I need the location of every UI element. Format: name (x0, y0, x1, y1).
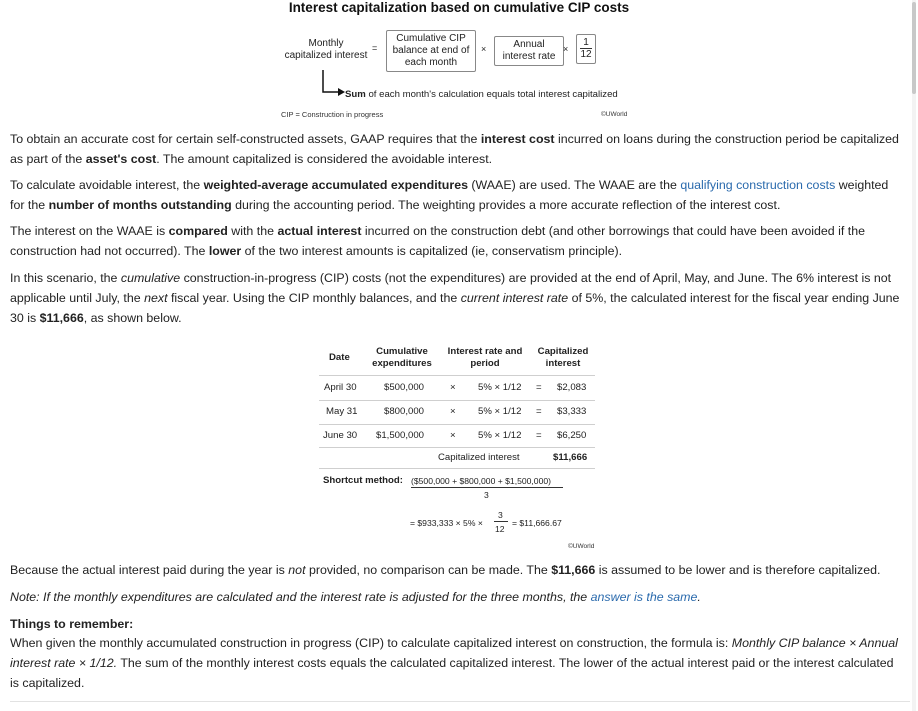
row-rate: 5% × 1/12 (478, 382, 522, 393)
row-result: $2,083 (557, 382, 587, 393)
line2-numerator: 3 (498, 510, 503, 520)
header-cumulative-line1: Cumulative (376, 346, 428, 357)
row-amount: $800,000 (384, 406, 425, 417)
header-date: Date (329, 352, 350, 363)
formula-lhs-line1: Monthly (308, 38, 344, 49)
box-cip-line2: balance at end of (392, 45, 470, 56)
sum-caption-bold: Sum (345, 89, 366, 100)
row-rate: 5% × 1/12 (478, 406, 522, 417)
p2-text4: during the accounting period. The weighting provides a more accurate reflection of the interest cost. (231, 198, 781, 212)
box-cip-line3: each month (404, 57, 458, 68)
p3-text3: incurred on the construction debt (and other borrowings that could have been avoided if the construction had not occurred). The (10, 224, 865, 258)
header-cumulative (370, 346, 434, 370)
things-body (10, 633, 905, 693)
p2-bold2: number of months outstanding (48, 198, 232, 212)
paragraph-waae (10, 175, 905, 215)
p3-text4: of the two interest amounts is capitalized (ie, conservatism principle). (241, 244, 623, 258)
total-divider (319, 468, 595, 469)
figure-title: Interest capitalization based on cumulative CIP costs (288, 0, 630, 15)
shortcut-line2-left: = $933,333 × 5% × (410, 518, 483, 528)
p4-text5: , as shown below. (83, 311, 182, 325)
header-rate (444, 346, 526, 370)
shortcut-numerator: ($500,000 + $800,000 + $1,500,000) (411, 476, 552, 486)
p2-text3: weighted for the (10, 178, 889, 212)
cip-footnote: CIP = Construction in progress (281, 110, 384, 119)
sum-arrow-icon (318, 70, 348, 98)
shortcut-denominator: 3 (484, 490, 489, 500)
paragraph-conclusion (10, 560, 905, 580)
sum-caption (345, 89, 618, 100)
row-amount: $500,000 (384, 382, 425, 393)
paragraph-scenario (10, 268, 905, 328)
p3-text1: The interest on the WAAE is (10, 224, 169, 238)
things-text2: The sum of the monthly interest costs equals the calculated capitalized interest. The lower of the actual interest paid or the interest calculated is capitalized. (10, 656, 894, 690)
row-times: × (450, 382, 456, 393)
p3-bold3: lower (208, 244, 242, 258)
formula-box-rate (494, 36, 564, 66)
row-equals: = (536, 382, 542, 393)
p4-text1: In this scenario, the (10, 271, 121, 285)
formula-box-cip (386, 30, 476, 72)
row-result: $6,250 (557, 430, 587, 441)
total-value: $11,666 (553, 452, 588, 463)
p4-text3: fiscal year. Using the CIP monthly balances, and the (167, 291, 461, 305)
shortcut-fraction-bar (411, 487, 563, 488)
p3-text2: with the (227, 224, 278, 238)
p6-text2: . (697, 590, 701, 604)
row-amount: $1,500,000 (376, 430, 425, 441)
p1-bold2: asset's cost (85, 152, 157, 166)
scrollbar-thumb[interactable] (912, 2, 916, 94)
formula-times-2: × (563, 44, 569, 54)
box-rate-line2: interest rate (502, 51, 556, 62)
p4-italic3: current interest rate (460, 291, 569, 305)
things-heading: Things to remember: (10, 617, 134, 631)
p4-italic1: cumulative (120, 271, 181, 285)
row-date: May 31 (326, 406, 358, 417)
row-equals: = (536, 406, 542, 417)
p3-bold2: actual interest (277, 224, 362, 238)
p4-bold1: $11,666 (39, 311, 84, 325)
qualifying-costs-link[interactable]: qualifying construction costs (680, 178, 836, 192)
paragraph-interest-cost (10, 129, 905, 169)
header-divider (319, 375, 595, 376)
p1-text3: . The amount capitalized is considered the avoidable interest. (156, 152, 493, 166)
p2-bold1: weighted-average accumulated expenditures (203, 178, 468, 192)
uworld-brand-2: ©UWorld (568, 543, 595, 550)
box-rate-line1: Annual (513, 39, 545, 50)
row-divider (319, 447, 595, 448)
shortcut-line2-right: = $11,666.67 (512, 518, 562, 528)
scrollbar-track[interactable] (912, 0, 916, 711)
uworld-brand-1: ©UWorld (601, 111, 628, 118)
row-equals: = (536, 430, 542, 441)
p2-text2: (WAAE) are used. The WAAE are the (467, 178, 681, 192)
formula-box-fraction (576, 34, 596, 64)
p1-bold1: interest cost (480, 132, 555, 146)
row-times: × (450, 406, 456, 417)
p5-bold1: $11,666 (551, 563, 596, 577)
header-cap-line2: interest (545, 358, 581, 369)
formula-equals: = (372, 43, 378, 53)
row-result: $3,333 (557, 406, 587, 417)
sum-caption-rest: of each month's calculation equals total interest capitalized (365, 89, 618, 100)
fraction-numerator: 1 (580, 37, 591, 49)
p5-text3: is assumed to be lower and is therefore capitalized. (595, 563, 881, 577)
row-rate: 5% × 1/12 (478, 430, 522, 441)
formula-times-1: × (481, 44, 487, 54)
box-cip-line1: Cumulative CIP (396, 33, 466, 44)
answer-same-link[interactable]: answer is the same (590, 590, 698, 604)
p3-bold1: compared (168, 224, 228, 238)
line2-fraction-bar (494, 521, 508, 522)
p4-text4: of 5%, the calculated interest for the fiscal year ending June 30 is (10, 291, 900, 325)
header-cumulative-line2: expenditures (372, 358, 432, 369)
formula-lhs (280, 38, 372, 62)
header-capitalized (533, 346, 593, 370)
p5-text1: Because the actual interest paid during the year is (10, 563, 289, 577)
row-date: April 30 (324, 382, 357, 393)
things-text1: When given the monthly accumulated construction in progress (CIP) to calculate capitalized interest on construction, the formula is: (10, 636, 732, 650)
row-divider (319, 424, 595, 425)
fraction-denominator: 12 (580, 49, 592, 60)
p6-text1: Note: If the monthly expenditures are calculated and the interest rate is adjusted for the three months, the (10, 590, 591, 604)
p1-text1: To obtain an accurate cost for certain self-constructed assets, GAAP requires that the (10, 132, 481, 146)
header-rate-line1: Interest rate and (447, 346, 523, 357)
total-label: Capitalized interest (438, 452, 520, 463)
bottom-divider (10, 701, 910, 702)
header-cap-line1: Capitalized (537, 346, 589, 357)
shortcut-label: Shortcut method: (323, 475, 403, 486)
formula-fraction (580, 37, 591, 60)
formula-lhs-line2: capitalized interest (284, 50, 368, 61)
p4-italic2: next (144, 291, 168, 305)
row-times: × (450, 430, 456, 441)
p4-text2: construction-in-progress (CIP) costs (not the expenditures) are provided at the end of April, May, and June. The 6% interest is not applicable until July, the (10, 271, 892, 305)
row-divider (319, 400, 595, 401)
p2-text1: To calculate avoidable interest, the (10, 178, 204, 192)
p5-text2: provided, no comparison can be made. The (305, 563, 552, 577)
header-rate-line2: period (470, 358, 500, 369)
line2-denominator: 12 (495, 524, 505, 534)
p1-text2: incurred on loans during the construction period be capitalized as part of the (10, 132, 899, 166)
paragraph-note (10, 587, 905, 607)
row-date: June 30 (323, 430, 358, 441)
p5-italic1: not (288, 563, 306, 577)
paragraph-compare (10, 221, 905, 261)
things-italic1: Monthly CIP balance × Annual interest rate × 1/12. (10, 636, 898, 670)
